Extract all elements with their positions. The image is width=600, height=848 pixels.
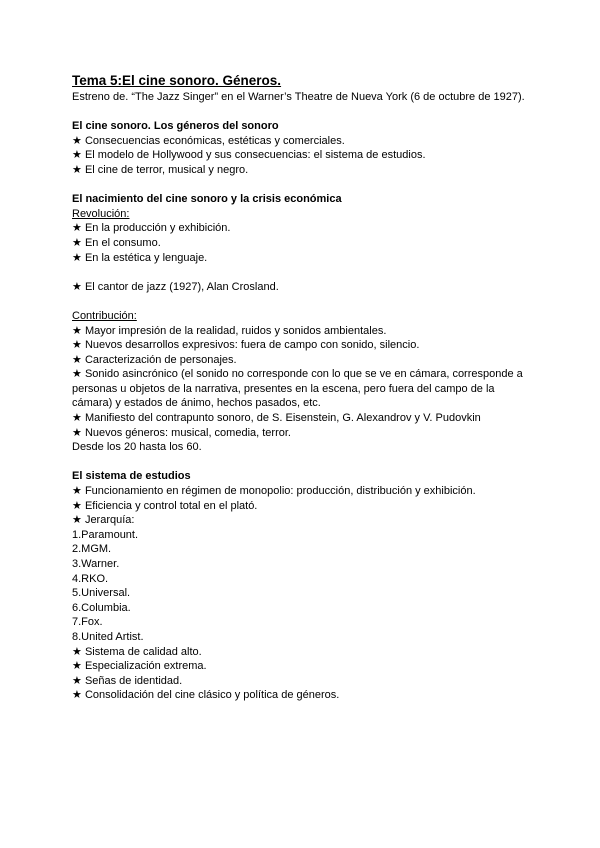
studio-item: 6.Columbia. (72, 601, 131, 614)
list-item-text: Eficiencia y control total en el plató. (84, 499, 258, 512)
star-icon: ★ (72, 222, 82, 235)
list-item-text: En la estética y lenguaje. (84, 251, 208, 264)
contribucion-label: Contribución: (72, 309, 137, 322)
list-item-text: Mayor impresión de la realidad, ruidos y sonidos ambientales. (84, 324, 387, 337)
list-item (72, 426, 528, 441)
list-item (72, 484, 528, 499)
list-item-text: El modelo de Hollywood y sus consecuencias: el sistema de estudios. (84, 149, 426, 162)
list-item-text: Nuevos géneros: musical, comedia, terror. (84, 426, 291, 439)
list-item-text: Sonido asincrónico (el sonido no corresponde con lo que se ve en cámara, corresponde a personas u objetos de la narrativa, presentes en la escena, pero fuera del campo de la cámara) y estados de ánimo, hechos pasados, etc. (72, 368, 523, 410)
list-item (72, 674, 528, 689)
list-item (72, 688, 528, 703)
revolucion-label: Revolución: (72, 207, 130, 220)
list-item (72, 338, 528, 353)
star-icon: ★ (72, 163, 82, 176)
studios-list (72, 528, 528, 645)
star-icon: ★ (72, 134, 82, 147)
revolucion-list (72, 221, 528, 265)
studio-item: 8.United Artist. (72, 630, 144, 643)
list-item-text: Sistema de calidad alto. (84, 645, 202, 658)
star-icon: ★ (72, 645, 82, 658)
list-item (72, 367, 528, 411)
studio-item: 7.Fox. (72, 616, 103, 629)
intro-text: Estreno de. “The Jazz Singer” en el Warner’s Theatre de Nueva York (6 de octubre de 1927). (72, 91, 525, 103)
list-item-text: Funcionamiento en régimen de monopolio: producción, distribución y exhibición. (84, 485, 476, 498)
star-icon: ★ (72, 353, 82, 366)
studio-item: 1.Paramount. (72, 528, 139, 541)
section1-heading: El cine sonoro. Los géneros del sonoro (72, 120, 279, 133)
period-text: Desde los 20 hasta los 60. (72, 441, 202, 454)
star-icon: ★ (72, 660, 82, 673)
star-icon: ★ (72, 426, 82, 439)
list-item (72, 499, 528, 514)
studio-item: 3.Warner. (72, 558, 120, 570)
star-icon: ★ (72, 499, 82, 512)
section3-list-a (72, 484, 528, 528)
star-icon: ★ (72, 339, 82, 352)
list-item (72, 221, 528, 236)
list-item-text: Consecuencias económicas, estéticas y comerciales. (84, 134, 345, 147)
list-item-text: Señas de identidad. (84, 674, 183, 687)
star-icon: ★ (72, 324, 82, 337)
list-item-text: El cine de terror, musical y negro. (84, 163, 249, 176)
list-item (72, 251, 528, 266)
star-icon: ★ (72, 514, 82, 527)
star-icon: ★ (72, 689, 82, 702)
list-item (72, 236, 528, 251)
film-item (72, 280, 528, 295)
list-item (72, 353, 528, 368)
list-item (72, 659, 528, 674)
star-icon: ★ (72, 674, 82, 687)
list-item (72, 645, 528, 660)
section3-heading: El sistema de estudios (72, 470, 191, 483)
list-item-text: Manifiesto del contrapunto sonoro, de S. Eisenstein, G. Alexandrov y V. Pudovkin (84, 412, 481, 425)
star-icon: ★ (72, 485, 82, 498)
section2-heading: El nacimiento del cine sonoro y la crisis económica (72, 193, 342, 206)
star-icon: ★ (72, 236, 82, 249)
page-title: Tema 5:El cine sonoro. Géneros. (72, 73, 282, 88)
list-item-text: Nuevos desarrollos expresivos: fuera de campo con sonido, silencio. (84, 339, 420, 352)
contribucion-list (72, 324, 528, 441)
list-item-text: Consolidación del cine clásico y política de géneros. (84, 689, 340, 702)
film-item-text: El cantor de jazz (1927), Alan Crosland. (84, 280, 279, 293)
star-icon: ★ (72, 149, 82, 162)
studio-item: 2.MGM. (72, 543, 112, 556)
list-item (72, 134, 528, 149)
studio-item: 5.Universal. (72, 587, 131, 600)
section3-list-b (72, 645, 528, 703)
star-icon: ★ (72, 368, 82, 381)
list-item-text: En el consumo. (84, 236, 161, 249)
list-item-text: En la producción y exhibición. (84, 222, 231, 235)
list-item (72, 324, 528, 339)
list-item (72, 513, 528, 528)
section1-list (72, 134, 528, 178)
star-icon: ★ (72, 280, 82, 293)
star-icon: ★ (72, 251, 82, 264)
list-item (72, 148, 528, 163)
document-page (72, 72, 528, 703)
list-item-text: Especialización extrema. (84, 660, 207, 673)
list-item (72, 411, 528, 426)
star-icon: ★ (72, 412, 82, 425)
list-item (72, 163, 528, 178)
list-item-text: Caracterización de personajes. (84, 353, 237, 366)
list-item-text: Jerarquía: (84, 514, 135, 527)
studio-item: 4.RKO. (72, 572, 109, 585)
